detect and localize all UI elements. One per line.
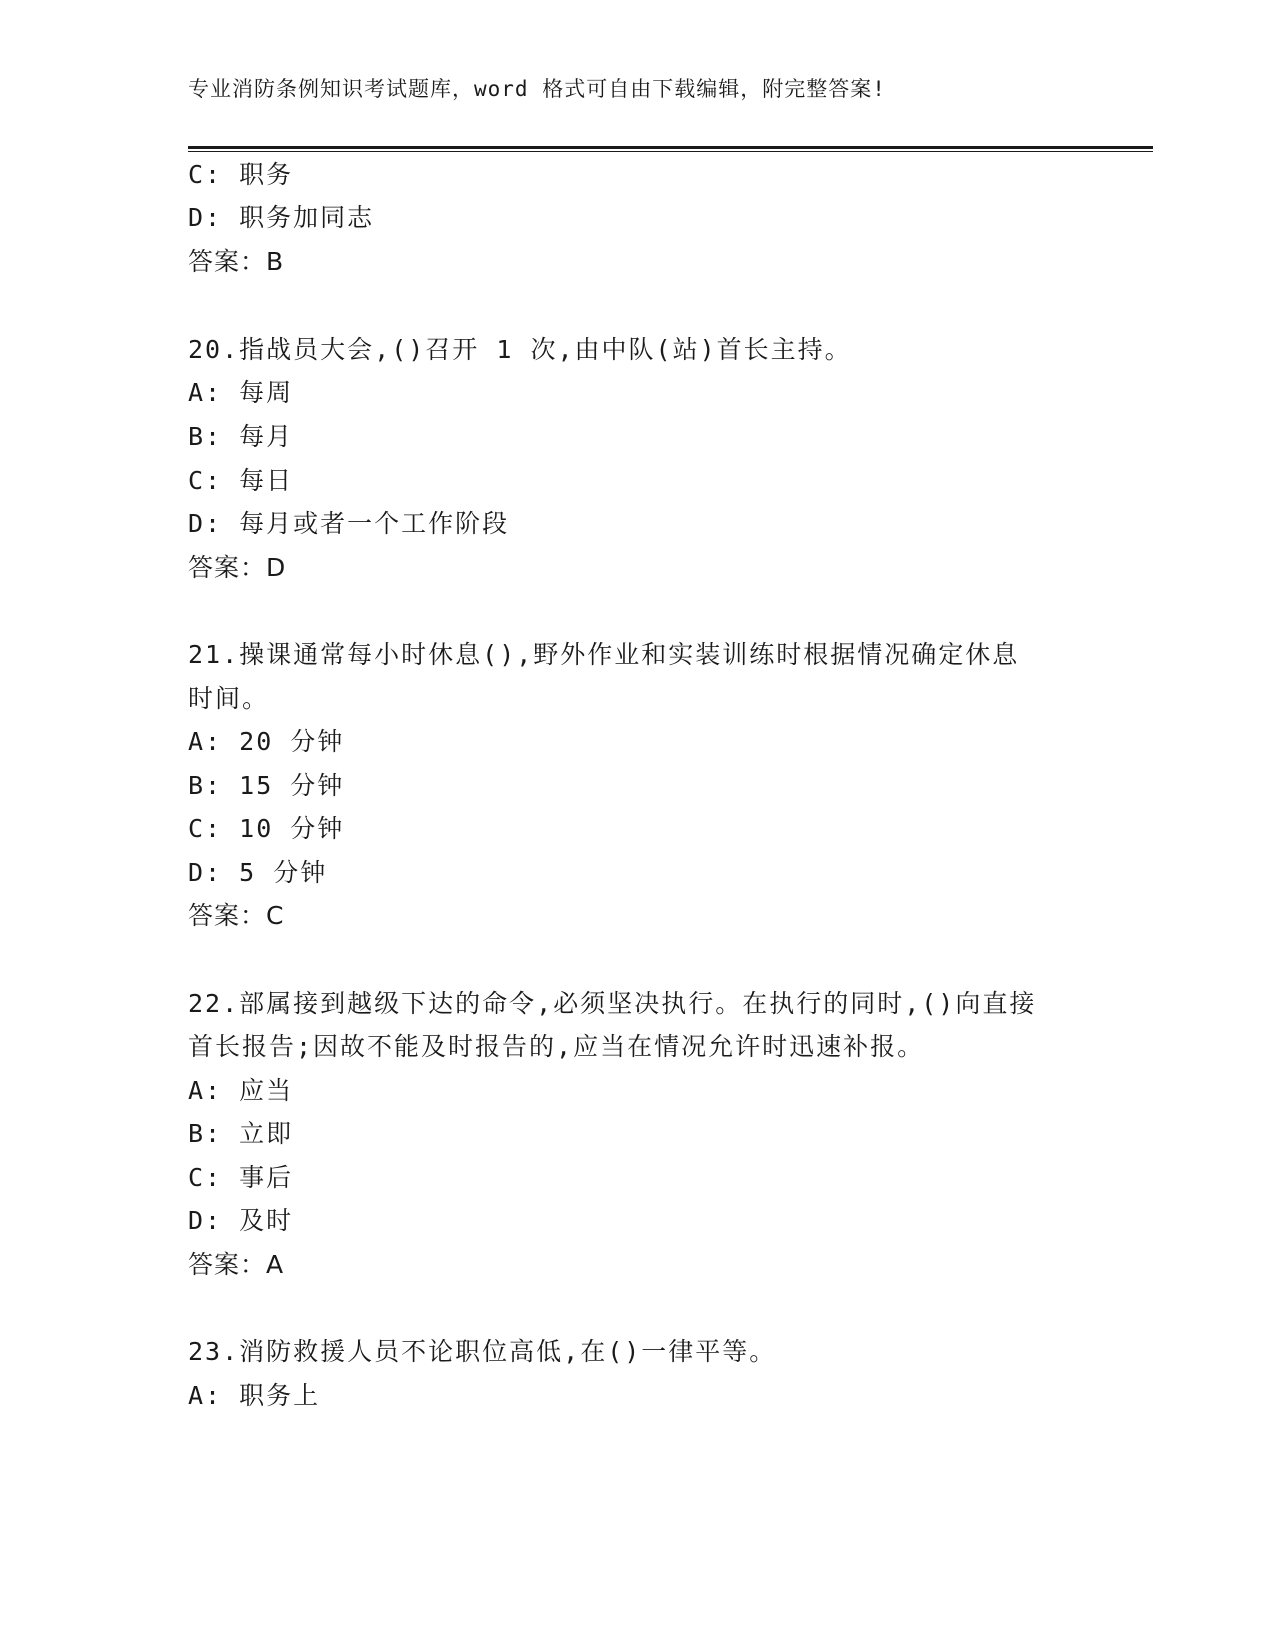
header-divider bbox=[188, 146, 1153, 152]
question-22-option-b: B: 立即 bbox=[188, 1119, 294, 1148]
option-c: C: 职务 bbox=[188, 160, 294, 189]
question-20-option-c: C: 每日 bbox=[188, 466, 294, 495]
question-20-option-a: A: 每周 bbox=[188, 378, 294, 407]
question-21-text-line1: 21.操课通常每小时休息(),野外作业和实装训练时根据情况确定休息 bbox=[188, 640, 1020, 669]
question-22-option-a: A: 应当 bbox=[188, 1076, 294, 1105]
question-23-text: 23.消防救援人员不论职位高低,在()一律平等。 bbox=[188, 1337, 777, 1366]
question-22-text-line1: 22.部属接到越级下达的命令,必须坚决执行。在执行的同时,()向直接 bbox=[188, 989, 1037, 1018]
option-d: D: 职务加同志 bbox=[188, 203, 375, 232]
question-23-option-a: A: 职务上 bbox=[188, 1381, 321, 1410]
question-20-text: 20.指战员大会,()召开 1 次,由中队(站)首长主持。 bbox=[188, 335, 852, 364]
question-21-option-a: A: 20 分钟 bbox=[188, 727, 345, 756]
page-header: 专业消防条例知识考试题库，word 格式可自由下载编辑，附完整答案! bbox=[188, 77, 886, 101]
question-21-answer: 答案：C bbox=[188, 901, 285, 930]
question-21-option-c: C: 10 分钟 bbox=[188, 814, 345, 843]
answer-line: 答案：B bbox=[188, 247, 285, 276]
question-20-option-b: B: 每月 bbox=[188, 422, 294, 451]
question-20-answer: 答案：D bbox=[188, 553, 287, 582]
question-22-option-c: C: 事后 bbox=[188, 1163, 294, 1192]
question-20-option-d: D: 每月或者一个工作阶段 bbox=[188, 509, 510, 538]
question-22-text-line2: 首长报告;因故不能及时报告的,应当在情况允许时迅速补报。 bbox=[188, 1032, 925, 1061]
question-21-text-line2: 时间。 bbox=[188, 684, 270, 713]
question-22-option-d: D: 及时 bbox=[188, 1206, 294, 1235]
question-21-option-b: B: 15 分钟 bbox=[188, 771, 345, 800]
question-22-answer: 答案：A bbox=[188, 1250, 285, 1279]
question-21-option-d: D: 5 分钟 bbox=[188, 858, 328, 887]
